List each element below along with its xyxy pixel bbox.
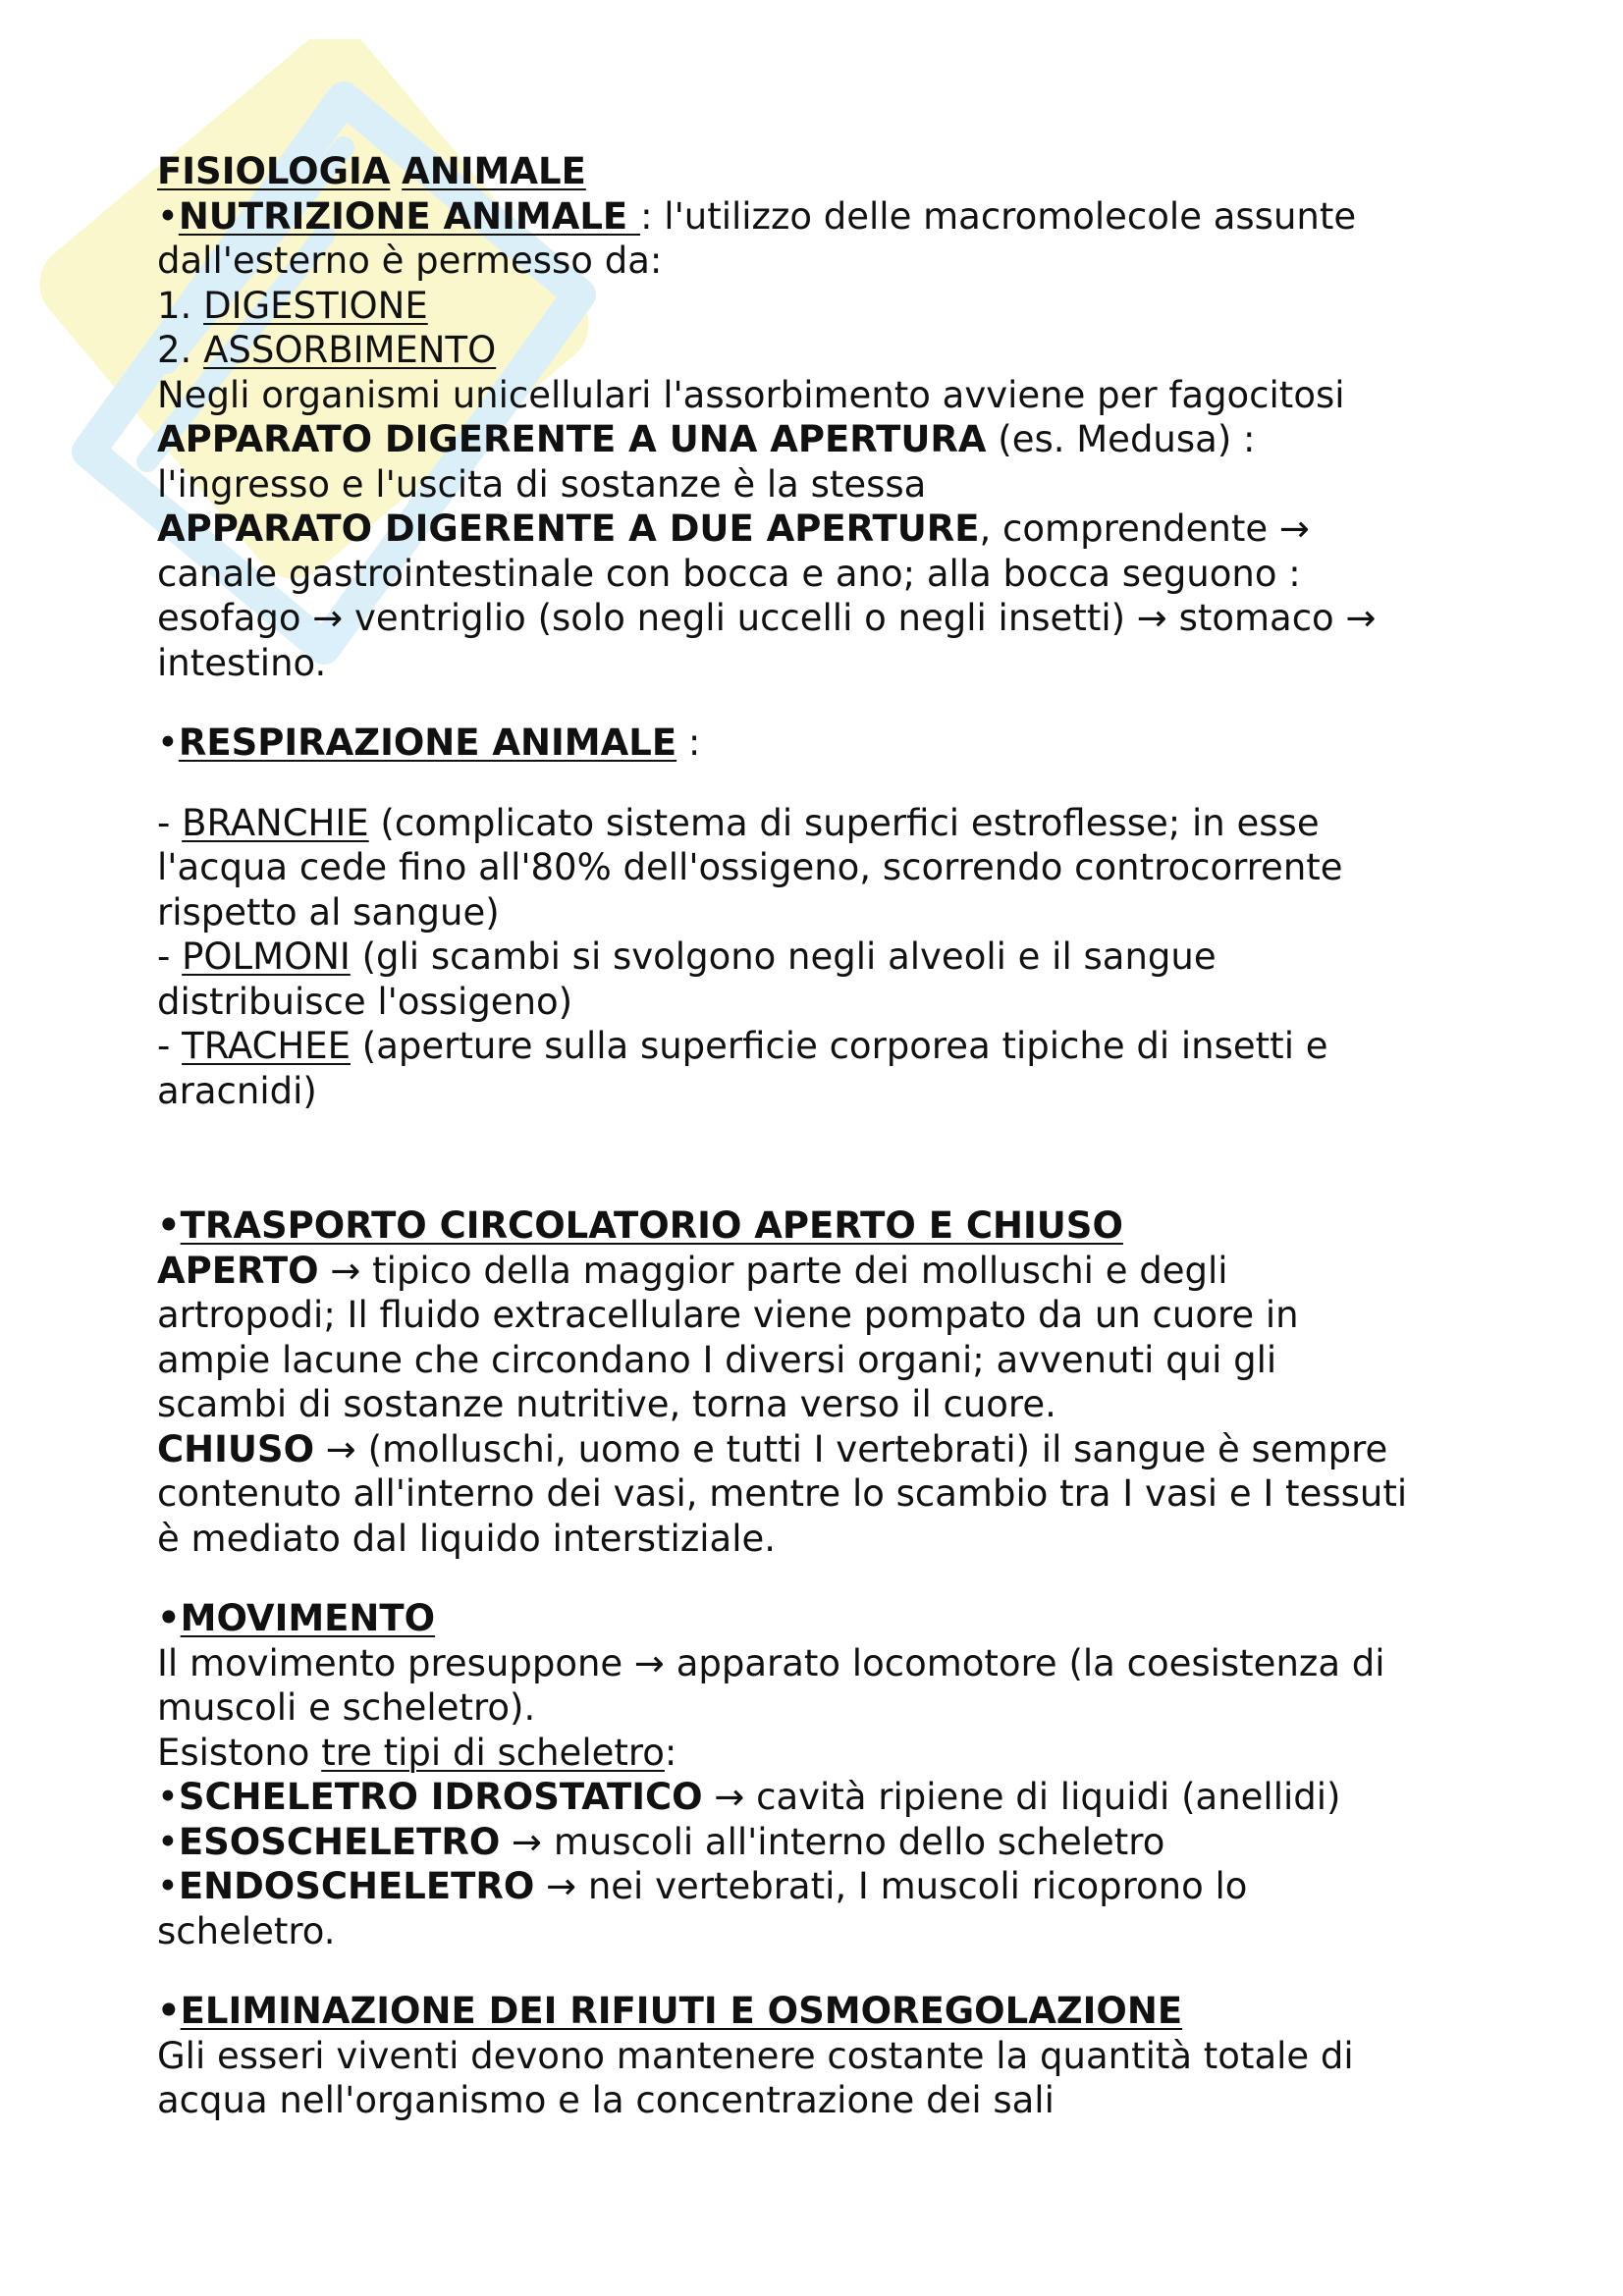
bullet: • bbox=[157, 1597, 181, 1639]
aperto-line4: scambi di sostanze nutritive, torna verso il cuore. bbox=[157, 1383, 1056, 1425]
aperto-line2: artropodi; Il fluido extracellulare viene pompato da un cuore in bbox=[157, 1294, 1299, 1336]
bullet: • bbox=[157, 1865, 179, 1907]
eliminazione-line1: Gli esseri viventi devono mantenere costante la quantità totale di bbox=[157, 2034, 1354, 2077]
tipi-scheletro-term: tre tipi di scheletro bbox=[321, 1731, 665, 1774]
title-part1: FISIOLOGIA bbox=[157, 150, 391, 192]
nutrizione-intro-a: : l'utilizzo delle macromolecole assunte bbox=[640, 194, 1357, 238]
polmoni-term: POLMONI bbox=[182, 935, 351, 978]
trachee-text: (aperture sulla superficie corporea tipiche di insetti e bbox=[351, 1025, 1328, 1067]
bullet: • bbox=[157, 721, 179, 764]
una-apertura-line2: l'ingresso e l'uscita di sostanze è la stessa bbox=[157, 462, 927, 506]
nutrizione-heading-line bbox=[157, 194, 1502, 240]
endoscheletro-line bbox=[157, 1864, 1502, 1909]
esoscheletro-line bbox=[157, 1820, 1502, 1865]
branchie-line2: l'acqua cede fino all'80% dell'ossigeno, scorrendo controcorrente bbox=[157, 846, 1343, 888]
trachee-line bbox=[157, 1024, 1502, 1069]
due-aperture-term: APPARATO DIGERENTE A DUE APERTURE bbox=[157, 507, 980, 550]
due-aperture-line3: esofago → ventriglio (solo negli uccelli o negli insetti) → stomaco → bbox=[157, 597, 1377, 639]
branchie-text: (complicato sistema di superfici estroflesse; in esse bbox=[368, 801, 1320, 844]
branchie-line3: rispetto al sangue) bbox=[157, 890, 500, 934]
due-aperture-line2: canale gastrointestinale con bocca e ano; alla bocca seguono : bbox=[157, 552, 1301, 595]
trachee-term: TRACHEE bbox=[182, 1025, 352, 1067]
bullet: • bbox=[157, 1820, 179, 1863]
trasporto-heading-line bbox=[157, 1203, 1502, 1249]
due-aperture-line bbox=[157, 507, 1502, 552]
eliminazione-line2: acqua nell'organismo e la concentrazione dei sali bbox=[157, 2079, 1055, 2121]
aperto-term: APERTO bbox=[157, 1249, 319, 1292]
eliminazione-heading-line bbox=[157, 1989, 1502, 2034]
bullet: • bbox=[157, 1990, 181, 2032]
eliminazione-heading: ELIMINAZIONE DEI RIFIUTI E OSMOREGOLAZIONE bbox=[180, 1990, 1183, 2032]
movimento-heading-line bbox=[157, 1596, 1502, 1641]
branchie-line bbox=[157, 801, 1502, 846]
document-body bbox=[157, 149, 1502, 2123]
movimento-line1: Il movimento presuppone → apparato locomotore (la coesistenza di bbox=[157, 1641, 1385, 1684]
chiuso-line bbox=[157, 1427, 1502, 1472]
due-aperture-line4: intestino. bbox=[157, 641, 327, 684]
idrostatico-term: SCHELETRO IDROSTATICO bbox=[178, 1776, 703, 1818]
item-number: 2. bbox=[157, 329, 204, 371]
bullet: • bbox=[157, 1776, 179, 1818]
tipi-prefix: Esistono bbox=[157, 1731, 322, 1774]
chiuso-line3: è mediato dal liquido interstiziale. bbox=[157, 1517, 776, 1560]
polmoni-line2: distribuisce l'ossigeno) bbox=[157, 980, 573, 1023]
aperto-line3: ampie lacune che circondano I diversi organi; avvenuti qui gli bbox=[157, 1338, 1277, 1381]
chiuso-line2: contenuto all'interno dei vasi, mentre lo scambio tra I vasi e I tessuti bbox=[157, 1472, 1408, 1515]
aperto-line bbox=[157, 1249, 1502, 1294]
respirazione-heading: RESPIRAZIONE ANIMALE bbox=[178, 721, 677, 764]
dash: - bbox=[157, 801, 183, 844]
endoscheletro-text: → nei vertebrati, I muscoli ricoprono lo bbox=[534, 1865, 1248, 1907]
dash: - bbox=[157, 935, 183, 978]
assorbimento-term: ASSORBIMENTO bbox=[203, 329, 497, 371]
respirazione-heading-line bbox=[157, 721, 1502, 766]
tipi-scheletro-line bbox=[157, 1731, 1502, 1776]
page-title bbox=[157, 149, 1502, 194]
polmoni-line bbox=[157, 934, 1502, 980]
esoscheletro-term: ESOSCHELETRO bbox=[178, 1820, 501, 1863]
nutrizione-item-2 bbox=[157, 328, 1502, 373]
nutrizione-item-1 bbox=[157, 284, 1502, 329]
chiuso-term: CHIUSO bbox=[157, 1427, 315, 1470]
idrostatico-text: → cavità ripiene di liquidi (anellidi) bbox=[702, 1776, 1341, 1818]
item-number: 1. bbox=[157, 284, 204, 327]
due-aperture-rest: , comprendente → bbox=[979, 507, 1310, 550]
bullet: • bbox=[157, 1204, 181, 1247]
tipi-suffix: : bbox=[664, 1731, 677, 1774]
una-apertura-term: APPARATO DIGERENTE A UNA APERTURA bbox=[157, 418, 987, 460]
movimento-line2: muscoli e scheletro). bbox=[157, 1686, 536, 1729]
unicellulari-line: Negli organismi unicellulari l'assorbimento avviene per fagocitosi bbox=[157, 373, 1345, 416]
esoscheletro-text: → muscoli all'interno dello scheletro bbox=[500, 1820, 1165, 1863]
movimento-heading: MOVIMENTO bbox=[180, 1597, 436, 1639]
endoscheletro-line2: scheletro. bbox=[157, 1909, 336, 1952]
idrostatico-line bbox=[157, 1775, 1502, 1820]
endoscheletro-term: ENDOSCHELETRO bbox=[178, 1865, 535, 1907]
dash: - bbox=[157, 1025, 183, 1067]
trachee-line2: aracnidi) bbox=[157, 1069, 317, 1112]
una-apertura-rest: (es. Medusa) : bbox=[986, 418, 1256, 460]
trasporto-heading: TRASPORTO CIRCOLATORIO APERTO E CHIUSO bbox=[180, 1204, 1123, 1247]
polmoni-text: (gli scambi si svolgono negli alveoli e il sangue bbox=[350, 935, 1217, 978]
bullet: • bbox=[157, 194, 179, 238]
digestione-term: DIGESTIONE bbox=[203, 284, 428, 327]
branchie-term: BRANCHIE bbox=[182, 801, 369, 844]
title-part2: ANIMALE bbox=[402, 150, 586, 192]
chiuso-text: → (molluschi, uomo e tutti I vertebrati) il sangue è sempre bbox=[314, 1427, 1388, 1470]
una-apertura-line bbox=[157, 417, 1502, 462]
aperto-text: → tipico della maggior parte dei molluschi e degli bbox=[318, 1249, 1228, 1292]
nutrizione-intro-b: dall'esterno è permesso da: bbox=[157, 240, 663, 282]
respirazione-heading-suffix: : bbox=[676, 721, 701, 764]
nutrizione-heading: NUTRIZIONE ANIMALE bbox=[178, 194, 641, 238]
